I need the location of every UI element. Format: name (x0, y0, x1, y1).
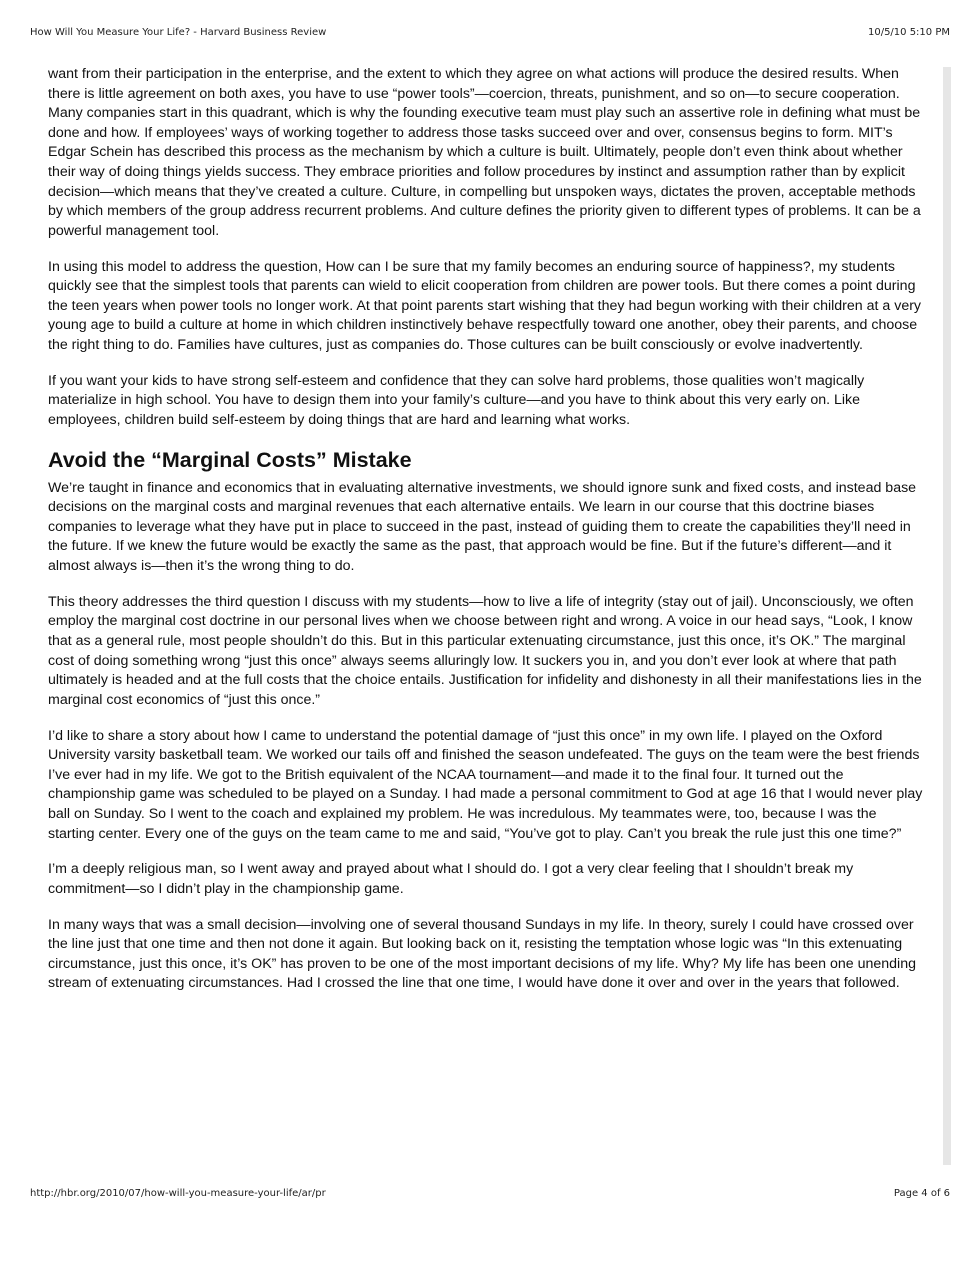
print-header (30, 27, 950, 41)
paragraph: If you want your kids to have strong self-esteem and confidence that they can solve hard problems, those qualities won’t magically materialize in high school. You have to design them into your family’s culture—and you have to think about this very early on. Like employees, children build self-esteem by doing things that are hard and learning what works. (48, 372, 865, 428)
print-timestamp: 10/5/10 5:10 PM (867, 27, 950, 38)
paragraph: We’re taught in finance and economics that in evaluating alternative investments, we should ignore sunk and fixed costs, and instead base decisions on the marginal costs and marginal revenues that each alternative entails. We learn in our course that this doctrine biases companies to leverage what they have put in place to succeed in the past, instead of guiding them to create the capabilities they’ll need in the future. If we knew the future would be exactly the same as the past, that approach would be fine. But if the future’s different—and it almost always is—then it’s the wrong thing to do. (48, 479, 917, 575)
paragraph: In using this model to address the question, How can I be sure that my family becomes an enduring source of happiness?, my students quickly see that the simplest tools that parents can wield to elicit cooperation from children are power tools. But there comes a point during the teen years when power tools no longer work. At that point parents start wishing that they had begun working with their children at a very young age to build a culture at home in which children instinctively behave respectfully toward one another, obey their parents, and choose the right thing to do. Families have cultures, just as companies do. Those cultures can be built consciously or evolve inadvertently. (48, 258, 922, 353)
document-title: How Will You Measure Your Life? - Harvard Business Review (30, 27, 327, 38)
page-url: http://hbr.org/2010/07/how-will-you-measure-your-life/ar/pr (30, 1188, 326, 1199)
section-heading: Avoid the “Marginal Costs” Mistake (48, 447, 412, 472)
paragraph: I’d like to share a story about how I came to understand the potential damage of “just this once” in my own life. I played on the Oxford University varsity basketball team. We worked our tails off and finished the season undefeated. The guys on the team were the best friends I’ve ever had in my life. We got to the British equivalent of the NCAA tournament—and made it to the final four. It turned out the championship game was scheduled to be played on a Sunday. I had made a personal commitment to God at age 16 that I would never play ball on Sunday. So I went to the coach and explained my problem. He was incredulous. My teammates were, too, because I was the starting center. Every one of the guys on the team came to me and said, “You’ve got to play. Can’t you break the rule just this one time?” (48, 727, 923, 842)
page-number: Page 4 of 6 (893, 1188, 950, 1199)
print-footer (30, 1188, 950, 1202)
article-body (48, 65, 926, 1010)
paragraph: want from their participation in the enterprise, and the extent to which they agree on what actions will produce the desired results. When there is little agreement on both axes, you have to use “power tools”—coercion, threats, punishment, and so on—to secure cooperation. Many companies start in this quadrant, which is why the founding executive team must play such an assertive role in defining what must be done and how. If employees’ ways of working together to address those tasks succeed over and over, consensus begins to form. MIT’s Edgar Schein has described this process as the mechanism by which a culture is built. Ultimately, people don’t even think about whether their way of doing things yields success. They embrace priorities and follow procedures by instinct and assumption rather than by explicit decision—which means that they’ve created a culture. Culture, in compelling but unspoken ways, dictates the proven, acceptable methods by which members of the group address recurrent problems. And culture defines the priority given to different types of problems. It can be a powerful management tool. (48, 66, 921, 239)
vertical-scrollbar[interactable] (943, 67, 951, 1165)
paragraph: This theory addresses the third question I discuss with my students—how to live a life of integrity (stay out of jail). Unconsciously, we often employ the marginal cost doctrine in our personal lives when we choose between right and wrong. A voice in our head says, “Look, I know that as a general rule, most people shouldn’t do this. But in this particular extenuating circumstance, just this once, it’s OK.” The marginal cost of doing something wrong “just this once” always seems alluringly low. It suckers you in, and you don’t ever look at where that path ultimately is headed and at the full costs that the choice entails. Justification for infidelity and dishonesty in all their manifestations lies in the marginal cost economics of “just this once.” (48, 593, 922, 708)
scrollbar-thumb[interactable] (943, 67, 951, 1165)
paragraph: I’m a deeply religious man, so I went away and prayed about what I should do. I got a very clear feeling that I shouldn’t break my commitment—so I didn’t play in the championship game. (48, 861, 854, 897)
paragraph: In many ways that was a small decision—involving one of several thousand Sundays in my life. In theory, surely I could have crossed over the line just that one time and then not done it again. But looking back on it, resisting the temptation whose logic was “In this extenuating circumstance, just this once, it’s OK” has proven to be one of the most important decisions of my life. Why? My life has been one unending stream of extenuating circumstances. Had I crossed the line that one time, I would have done it over and over in the years that followed. (48, 916, 916, 992)
